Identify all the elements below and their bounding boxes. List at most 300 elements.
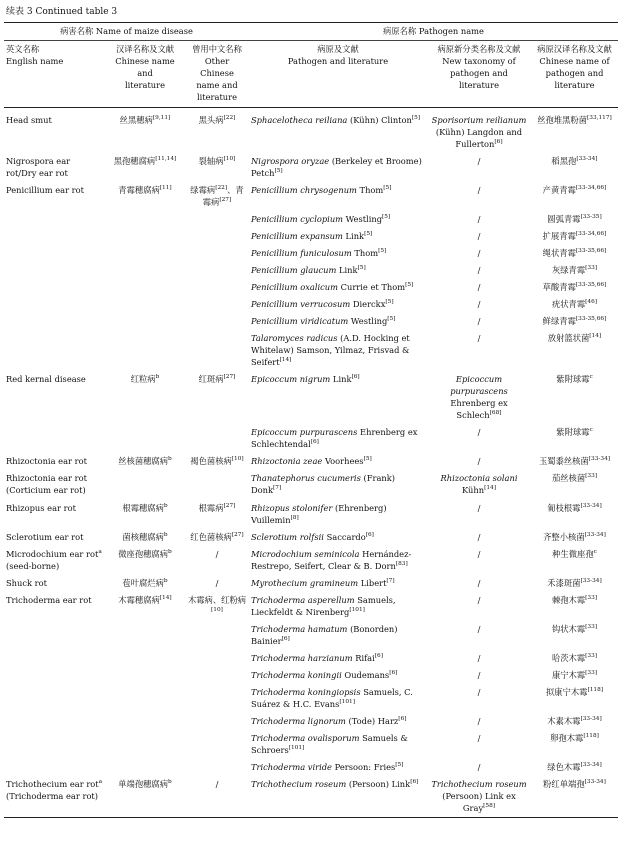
pathogen-chinese-ref: [33-35] <box>580 214 602 221</box>
other-chinese-name: 黑头病 <box>198 115 224 126</box>
other-name-cell <box>185 759 249 776</box>
other-name-cell <box>185 650 249 667</box>
new-taxonomy-text: (Persoon) Link ex Gray <box>442 790 516 813</box>
new-taxonomy-text: / <box>477 732 481 743</box>
table-row <box>4 575 618 592</box>
pathogen-chinese-cell <box>531 621 618 650</box>
pathogen-chinese-name: 匍枝根霉 <box>547 502 581 513</box>
new-taxonomy-cell <box>427 470 531 499</box>
pathogen-authority: Link <box>342 231 365 242</box>
pathogen-chinese-name: 扩展青霉 <box>542 231 576 242</box>
other-name-ref: [27] <box>223 502 236 509</box>
pathogen-cell <box>249 621 427 650</box>
english-name-cell <box>4 592 105 621</box>
new-taxonomy-species: Sporisorium reilianum <box>431 115 527 126</box>
pathogen-chinese-cell <box>531 182 618 211</box>
pathogen-cell <box>249 108 427 154</box>
table-caption: 续表 3 Continued table 3 <box>6 7 118 17</box>
table-row <box>4 153 618 182</box>
pathogen-chinese-name: 禾漆斑菌 <box>547 577 581 588</box>
chinese-name-cell <box>105 330 185 371</box>
column-header-line: literature <box>554 80 595 91</box>
new-taxonomy-cell <box>427 313 531 330</box>
chinese-name-cell <box>105 228 185 245</box>
other-name-cell <box>185 470 249 499</box>
new-taxonomy-text: / <box>477 623 481 634</box>
new-taxonomy-cell <box>427 730 531 759</box>
chinese-name-ref: b <box>168 456 172 463</box>
pathogen-authority: (Frank) Donk <box>251 473 396 496</box>
pathogen-ref: [5] <box>378 248 387 255</box>
english-name-cell <box>4 245 105 262</box>
english-name: Shuck rot <box>6 577 47 588</box>
chinese-name: 木霉穗腐病 <box>118 594 160 605</box>
new-taxonomy-cell <box>427 424 531 453</box>
pathogen-authority: Westling <box>343 214 382 225</box>
pathogen-cell <box>249 371 427 424</box>
new-taxonomy-text: / <box>477 299 481 310</box>
table-row <box>4 592 618 621</box>
pathogen-species: Penicillium oxalicum <box>251 282 339 293</box>
table-body <box>4 108 618 818</box>
pathogen-chinese-cell <box>531 470 618 499</box>
pathogen-authority: Link <box>336 265 358 276</box>
pathogen-chinese-name: 哈茨木霉 <box>551 652 586 663</box>
pathogen-chinese-ref: [33-34] <box>580 762 602 768</box>
other-name-ref: [10] <box>231 456 244 463</box>
pathogen-chinese-ref: [33-34,66] <box>575 185 607 192</box>
pathogen-species: Penicillium glaucum <box>251 265 337 276</box>
english-name-cell <box>4 759 105 776</box>
pathogen-cell <box>249 279 427 296</box>
new-taxonomy-cell <box>427 546 531 575</box>
pathogen-authority: Thom <box>351 248 379 259</box>
pathogen-chinese-ref: [33] <box>585 623 598 630</box>
column-header-line: Chinese name and <box>115 56 175 79</box>
english-name: Rhizoctonia ear rot (Corticium ear rot) <box>6 473 87 496</box>
pathogen-authority: Thom <box>356 185 384 196</box>
pathogen-cell <box>249 453 427 470</box>
chinese-name: 青霉穗腐病 <box>118 185 160 196</box>
english-name-cell <box>4 713 105 730</box>
other-name-cell <box>185 453 249 470</box>
english-name-note: a <box>98 548 102 555</box>
pathogen-species: Sclerotium rolfsii <box>251 531 324 542</box>
english-name-cell <box>4 684 105 713</box>
pathogen-chinese-name: 绳状青霉 <box>542 248 576 259</box>
pathogen-chinese-ref: [33-34] <box>576 156 598 163</box>
pathogen-species: Rhizopus stolonifer <box>251 502 333 513</box>
pathogen-cell <box>249 296 427 313</box>
english-name: Sclerotium ear rot <box>6 531 84 542</box>
new-taxonomy-cell <box>427 296 531 313</box>
chinese-name: 黑孢穗腐病 <box>113 156 156 167</box>
chinese-name-cell <box>105 529 185 546</box>
table-row <box>4 296 618 313</box>
english-name-cell <box>4 667 105 684</box>
column-header-row <box>4 41 618 108</box>
table-row <box>4 313 618 330</box>
pathogen-species: Trichoderma lignorum <box>251 715 346 726</box>
new-taxonomy-text: / <box>477 669 481 680</box>
pathogen-authority: Rifai <box>352 652 375 663</box>
pathogen-species: Epicoccum purpurascens <box>251 427 358 438</box>
pathogen-authority: Currie et Thom <box>338 282 406 293</box>
english-name-cell <box>4 470 105 499</box>
table-row <box>4 330 618 371</box>
new-taxonomy-cell <box>427 228 531 245</box>
other-name-cell <box>185 667 249 684</box>
pathogen-chinese-name: 绿色木霉 <box>547 761 581 772</box>
chinese-name-ref: [11,14] <box>155 156 177 163</box>
pathogen-species: Sphacelotheca reiliana <box>251 115 348 126</box>
pathogen-chinese-name: 康宁木霉 <box>551 669 586 680</box>
pathogen-authority: (Kühn) Clinton <box>347 115 412 126</box>
column-header-line: 病原汉译名称及文献 <box>537 44 612 55</box>
table-row <box>4 621 618 650</box>
pathogen-species: Trichoderma asperellum <box>251 594 355 605</box>
pathogen-chinese-cell <box>531 211 618 228</box>
new-taxonomy-text: / <box>477 456 481 467</box>
other-name-cell <box>185 713 249 730</box>
pathogen-chinese-ref: [33-34] <box>588 456 611 463</box>
pathogen-chinese-name: 灰绿青霉 <box>551 265 586 276</box>
column-header-6 <box>531 41 618 108</box>
pathogen-cell <box>249 592 427 621</box>
column-header-line: English name <box>6 56 64 67</box>
pathogen-chinese-cell <box>531 575 618 592</box>
english-name: Head smut <box>6 115 52 126</box>
pathogen-ref: [14] <box>279 357 292 364</box>
chinese-name-cell <box>105 776 185 818</box>
pathogen-cell <box>249 546 427 575</box>
column-header-line: 汉译名称及文献 <box>115 44 175 55</box>
english-name-cell <box>4 153 105 182</box>
pathogen-cell <box>249 330 427 371</box>
english-name-cell <box>4 108 105 154</box>
chinese-name-cell <box>105 759 185 776</box>
other-chinese-name: 绿霉病 <box>190 185 216 196</box>
other-name-cell <box>185 245 249 262</box>
table-row <box>4 684 618 713</box>
pathogen-authority: Samuels, C. Suárez & H.C. Evans <box>251 686 413 709</box>
english-name-cell <box>4 182 105 211</box>
pathogen-chinese-name: 齐整小核菌 <box>543 531 585 542</box>
pathogen-cell <box>249 713 427 730</box>
pathogen-chinese-name: 紫附球霉 <box>556 374 590 385</box>
other-chinese-name: 裂轴病 <box>198 156 224 167</box>
pathogen-authority: Voorhees <box>322 456 364 467</box>
pathogen-species: Myrothecium gramineum <box>251 577 359 588</box>
pathogen-ref: [101] <box>339 698 355 705</box>
column-header-line: New taxonomy of <box>442 56 516 67</box>
new-taxonomy-ref: [14] <box>484 485 496 492</box>
pathogen-cell <box>249 529 427 546</box>
pathogen-chinese-ref: [33] <box>585 652 598 659</box>
pathogen-cell <box>249 667 427 684</box>
column-header-4 <box>249 41 427 108</box>
pathogen-chinese-cell <box>531 453 618 470</box>
pathogen-authority: (Ehrenberg) Vuillemin <box>251 502 387 525</box>
chinese-name-cell <box>105 108 185 154</box>
english-name: Trichoderma ear rot <box>6 594 92 605</box>
chinese-name: 微座孢穗腐病 <box>118 548 169 559</box>
pathogen-chinese-name: 放射篮状菌 <box>547 333 590 344</box>
english-name-cell <box>4 575 105 592</box>
english-name-cell <box>4 262 105 279</box>
other-name-ref: [10] <box>211 606 223 613</box>
new-taxonomy-cell <box>427 211 531 228</box>
new-taxonomy-cell <box>427 330 531 371</box>
new-taxonomy-text: / <box>477 502 481 513</box>
chinese-name-cell <box>105 371 185 424</box>
pathogen-chinese-cell <box>531 108 618 154</box>
new-taxonomy-cell <box>427 776 531 818</box>
pathogen-chinese-name: 棘孢木霉 <box>551 594 586 605</box>
new-taxonomy-text: (Kühn) Langdon and Fullerton <box>435 127 523 150</box>
column-header-line: Chinese name of <box>539 56 610 67</box>
pathogen-cell <box>249 650 427 667</box>
table-row <box>4 759 618 776</box>
pathogen-ref: [7] <box>386 577 395 584</box>
pathogen-chinese-cell <box>531 371 618 424</box>
pathogen-chinese-name: 拟康宁木霉 <box>545 686 588 697</box>
chinese-name-cell <box>105 313 185 330</box>
pathogen-ref: [5] <box>395 762 404 768</box>
chinese-name-cell <box>105 453 185 470</box>
pathogen-chinese-cell <box>531 529 618 546</box>
pathogen-authority: (Bonorden) Bainier <box>251 623 398 646</box>
pathogen-species: Trichoderma koningiopsis <box>251 686 361 697</box>
pathogen-authority: Persoon: Fries <box>331 761 396 772</box>
new-taxonomy-text: / <box>477 282 481 293</box>
chinese-name-cell <box>105 182 185 211</box>
column-header-line: pathogen and literature <box>450 68 508 91</box>
new-taxonomy-text: / <box>477 531 481 542</box>
english-name: Penicillium ear rot <box>6 185 84 196</box>
pathogen-chinese-cell <box>531 313 618 330</box>
pathogen-cell <box>249 313 427 330</box>
pathogen-chinese-ref: [14] <box>589 333 602 340</box>
other-name-ref: [22] <box>215 185 228 192</box>
pathogen-species: Penicillium viridicatum <box>251 316 349 327</box>
other-chinese-name: 根霉病 <box>198 502 224 513</box>
chinese-name-cell <box>105 424 185 453</box>
pathogen-chinese-cell <box>531 228 618 245</box>
new-taxonomy-text: / <box>477 265 481 276</box>
chinese-name-ref: [11] <box>159 185 172 192</box>
english-name: Red kernal disease <box>6 374 86 385</box>
chinese-name-cell <box>105 684 185 713</box>
pathogen-species: Trichoderma hamatum <box>251 623 348 634</box>
new-taxonomy-text: / <box>477 427 481 438</box>
english-name-cell <box>4 650 105 667</box>
new-taxonomy-text: / <box>477 185 481 196</box>
new-taxonomy-species: Trichothecium roseum <box>431 778 527 789</box>
group-header-row <box>4 23 618 41</box>
pathogen-cell <box>249 153 427 182</box>
pathogen-chinese-cell <box>531 500 618 529</box>
new-taxonomy-cell <box>427 759 531 776</box>
pathogen-chinese-cell <box>531 245 618 262</box>
english-name-cell <box>4 313 105 330</box>
other-name-cell <box>185 776 249 818</box>
english-name-cell <box>4 730 105 759</box>
table-row <box>4 279 618 296</box>
pathogen-cell <box>249 575 427 592</box>
pathogen-cell <box>249 182 427 211</box>
other-name-cell <box>185 424 249 453</box>
new-taxonomy-cell <box>427 684 531 713</box>
english-name-cell <box>4 211 105 228</box>
pathogen-chinese-ref: [33-34] <box>580 502 602 509</box>
pathogen-authority: Hernández-Restrepo, Seifert, Clear & B. Dorn <box>251 548 412 571</box>
column-header-line: name and <box>196 80 238 91</box>
pathogen-chinese-name: 玉蜀黍丝核菌 <box>538 456 589 467</box>
other-chinese-name: / <box>215 548 219 559</box>
new-taxonomy-cell <box>427 500 531 529</box>
pathogen-ref: [5] <box>383 185 392 192</box>
other-chinese-name: 木霉病、红粉病 <box>187 594 247 605</box>
other-name-ref: [27] <box>231 531 244 538</box>
pathogen-chinese-name: 木素木霉 <box>547 715 581 726</box>
pathogen-ref: [5] <box>363 456 372 463</box>
pathogen-authority: (Berkeley et Broome) Petch <box>251 156 422 179</box>
new-taxonomy-text: / <box>477 594 481 605</box>
chinese-name-cell <box>105 667 185 684</box>
other-name-cell <box>185 371 249 424</box>
pathogen-chinese-cell <box>531 279 618 296</box>
table-row <box>4 667 618 684</box>
chinese-name-cell <box>105 546 185 575</box>
chinese-name-ref: b <box>155 374 160 381</box>
pathogen-ref: [6] <box>310 439 319 446</box>
pathogen-species: Talaromyces radicus <box>251 333 338 344</box>
pathogen-table <box>4 22 618 818</box>
pathogen-chinese-cell <box>531 424 618 453</box>
new-taxonomy-species: Epicoccum purpurascens <box>450 374 508 397</box>
new-taxonomy-cell <box>427 667 531 684</box>
chinese-name-ref: b <box>163 502 168 509</box>
chinese-name: 菌核穗腐病 <box>122 531 164 542</box>
pathogen-chinese-name: 丝孢堆黑粉菌 <box>537 115 587 126</box>
pathogen-species: Rhizoctonia zeae <box>251 456 323 467</box>
other-name-cell <box>185 330 249 371</box>
pathogen-chinese-ref: [118] <box>583 732 599 739</box>
new-taxonomy-cell <box>427 262 531 279</box>
pathogen-chinese-ref: c <box>593 548 597 555</box>
pathogen-chinese-cell <box>531 667 618 684</box>
chinese-name-cell <box>105 153 185 182</box>
english-name-cell <box>4 621 105 650</box>
other-name-cell <box>185 228 249 245</box>
pathogen-species: Microdochium seminicola <box>251 548 360 559</box>
new-taxonomy-text: / <box>477 231 481 242</box>
other-name-ref: [27] <box>219 197 232 204</box>
other-chinese-name: / <box>215 778 219 789</box>
pathogen-species: Trichothecium roseum <box>251 778 347 789</box>
pathogen-chinese-name: 疣状青霉 <box>551 299 586 310</box>
pathogen-chinese-ref: [33-34] <box>580 577 602 584</box>
english-name: Nigrospora ear rot/Dry ear rot <box>6 156 71 179</box>
new-taxonomy-cell <box>427 453 531 470</box>
pathogen-cell <box>249 228 427 245</box>
pathogen-chinese-ref: [33] <box>585 594 598 601</box>
pathogen-authority: (Tode) Harz <box>345 715 399 726</box>
chinese-name-cell <box>105 730 185 759</box>
pathogen-ref: [6] <box>398 715 407 722</box>
table-row <box>4 453 618 470</box>
new-taxonomy-text: / <box>477 577 481 588</box>
new-taxonomy-cell <box>427 153 531 182</box>
pathogen-chinese-ref: [118] <box>587 686 604 693</box>
new-taxonomy-cell <box>427 182 531 211</box>
other-chinese-name: 红色菌核病 <box>190 531 232 542</box>
pathogen-ref: [5] <box>382 214 391 221</box>
other-name-ref: [27] <box>223 374 236 381</box>
new-taxonomy-text: / <box>477 686 481 697</box>
chinese-name-cell <box>105 575 185 592</box>
pathogen-ref: [5] <box>405 282 414 289</box>
other-name-cell <box>185 730 249 759</box>
table-row <box>4 182 618 211</box>
other-name-cell <box>185 108 249 154</box>
chinese-name: 根霉穗腐病 <box>122 502 164 513</box>
pathogen-chinese-cell <box>531 262 618 279</box>
table-row <box>4 262 618 279</box>
chinese-name-ref: b <box>163 531 168 538</box>
other-name-ref: [10] <box>223 156 236 163</box>
pathogen-ref: [6] <box>351 374 360 381</box>
pathogen-authority: Libert <box>358 577 387 588</box>
chinese-name-ref: [14] <box>159 594 172 601</box>
column-header-1 <box>4 41 105 108</box>
chinese-name: 丝黑穗病 <box>119 115 153 126</box>
chinese-name-ref: b <box>163 577 168 584</box>
pathogen-ref: [6] <box>281 635 290 642</box>
pathogen-chinese-ref: [33] <box>585 265 598 272</box>
pathogen-chinese-ref: [33-34] <box>584 531 606 538</box>
pathogen-chinese-ref: [46] <box>585 299 598 306</box>
english-name-cell <box>4 453 105 470</box>
pathogen-authority: (A.D. Hocking et Whitelaw) Samson, Yilmaz, Frisvad & Seifert <box>251 333 410 368</box>
new-taxonomy-cell <box>427 371 531 424</box>
pathogen-cell <box>249 211 427 228</box>
other-name-cell <box>185 684 249 713</box>
pathogen-species: Penicillium chrysogenum <box>251 185 357 196</box>
table-row <box>4 776 618 818</box>
other-name-cell <box>185 529 249 546</box>
other-name-cell <box>185 313 249 330</box>
pathogen-chinese-ref: [33-35,66] <box>575 316 607 323</box>
pathogen-ref: [5] <box>385 299 394 306</box>
pathogen-chinese-cell <box>531 592 618 621</box>
pathogen-ref: [101] <box>349 606 365 613</box>
pathogen-chinese-ref: [33-34,66] <box>575 231 607 238</box>
pathogen-authority: Ehrenberg ex Schlechtendal <box>251 427 418 450</box>
chinese-name-ref: [9,11] <box>152 115 171 122</box>
other-chinese-name: 褐色菌核病 <box>190 456 232 467</box>
pathogen-chinese-name: 卵孢木霉 <box>550 732 584 743</box>
table-row <box>4 546 618 575</box>
new-taxonomy-cell <box>427 279 531 296</box>
pathogen-chinese-name: 钩状木霉 <box>551 623 586 634</box>
pathogen-authority: Westling <box>348 316 388 327</box>
chinese-name: 苞叶腐烂病 <box>122 577 164 588</box>
english-name-cell <box>4 500 105 529</box>
new-taxonomy-cell <box>427 713 531 730</box>
pathogen-ref: [5] <box>364 231 373 238</box>
